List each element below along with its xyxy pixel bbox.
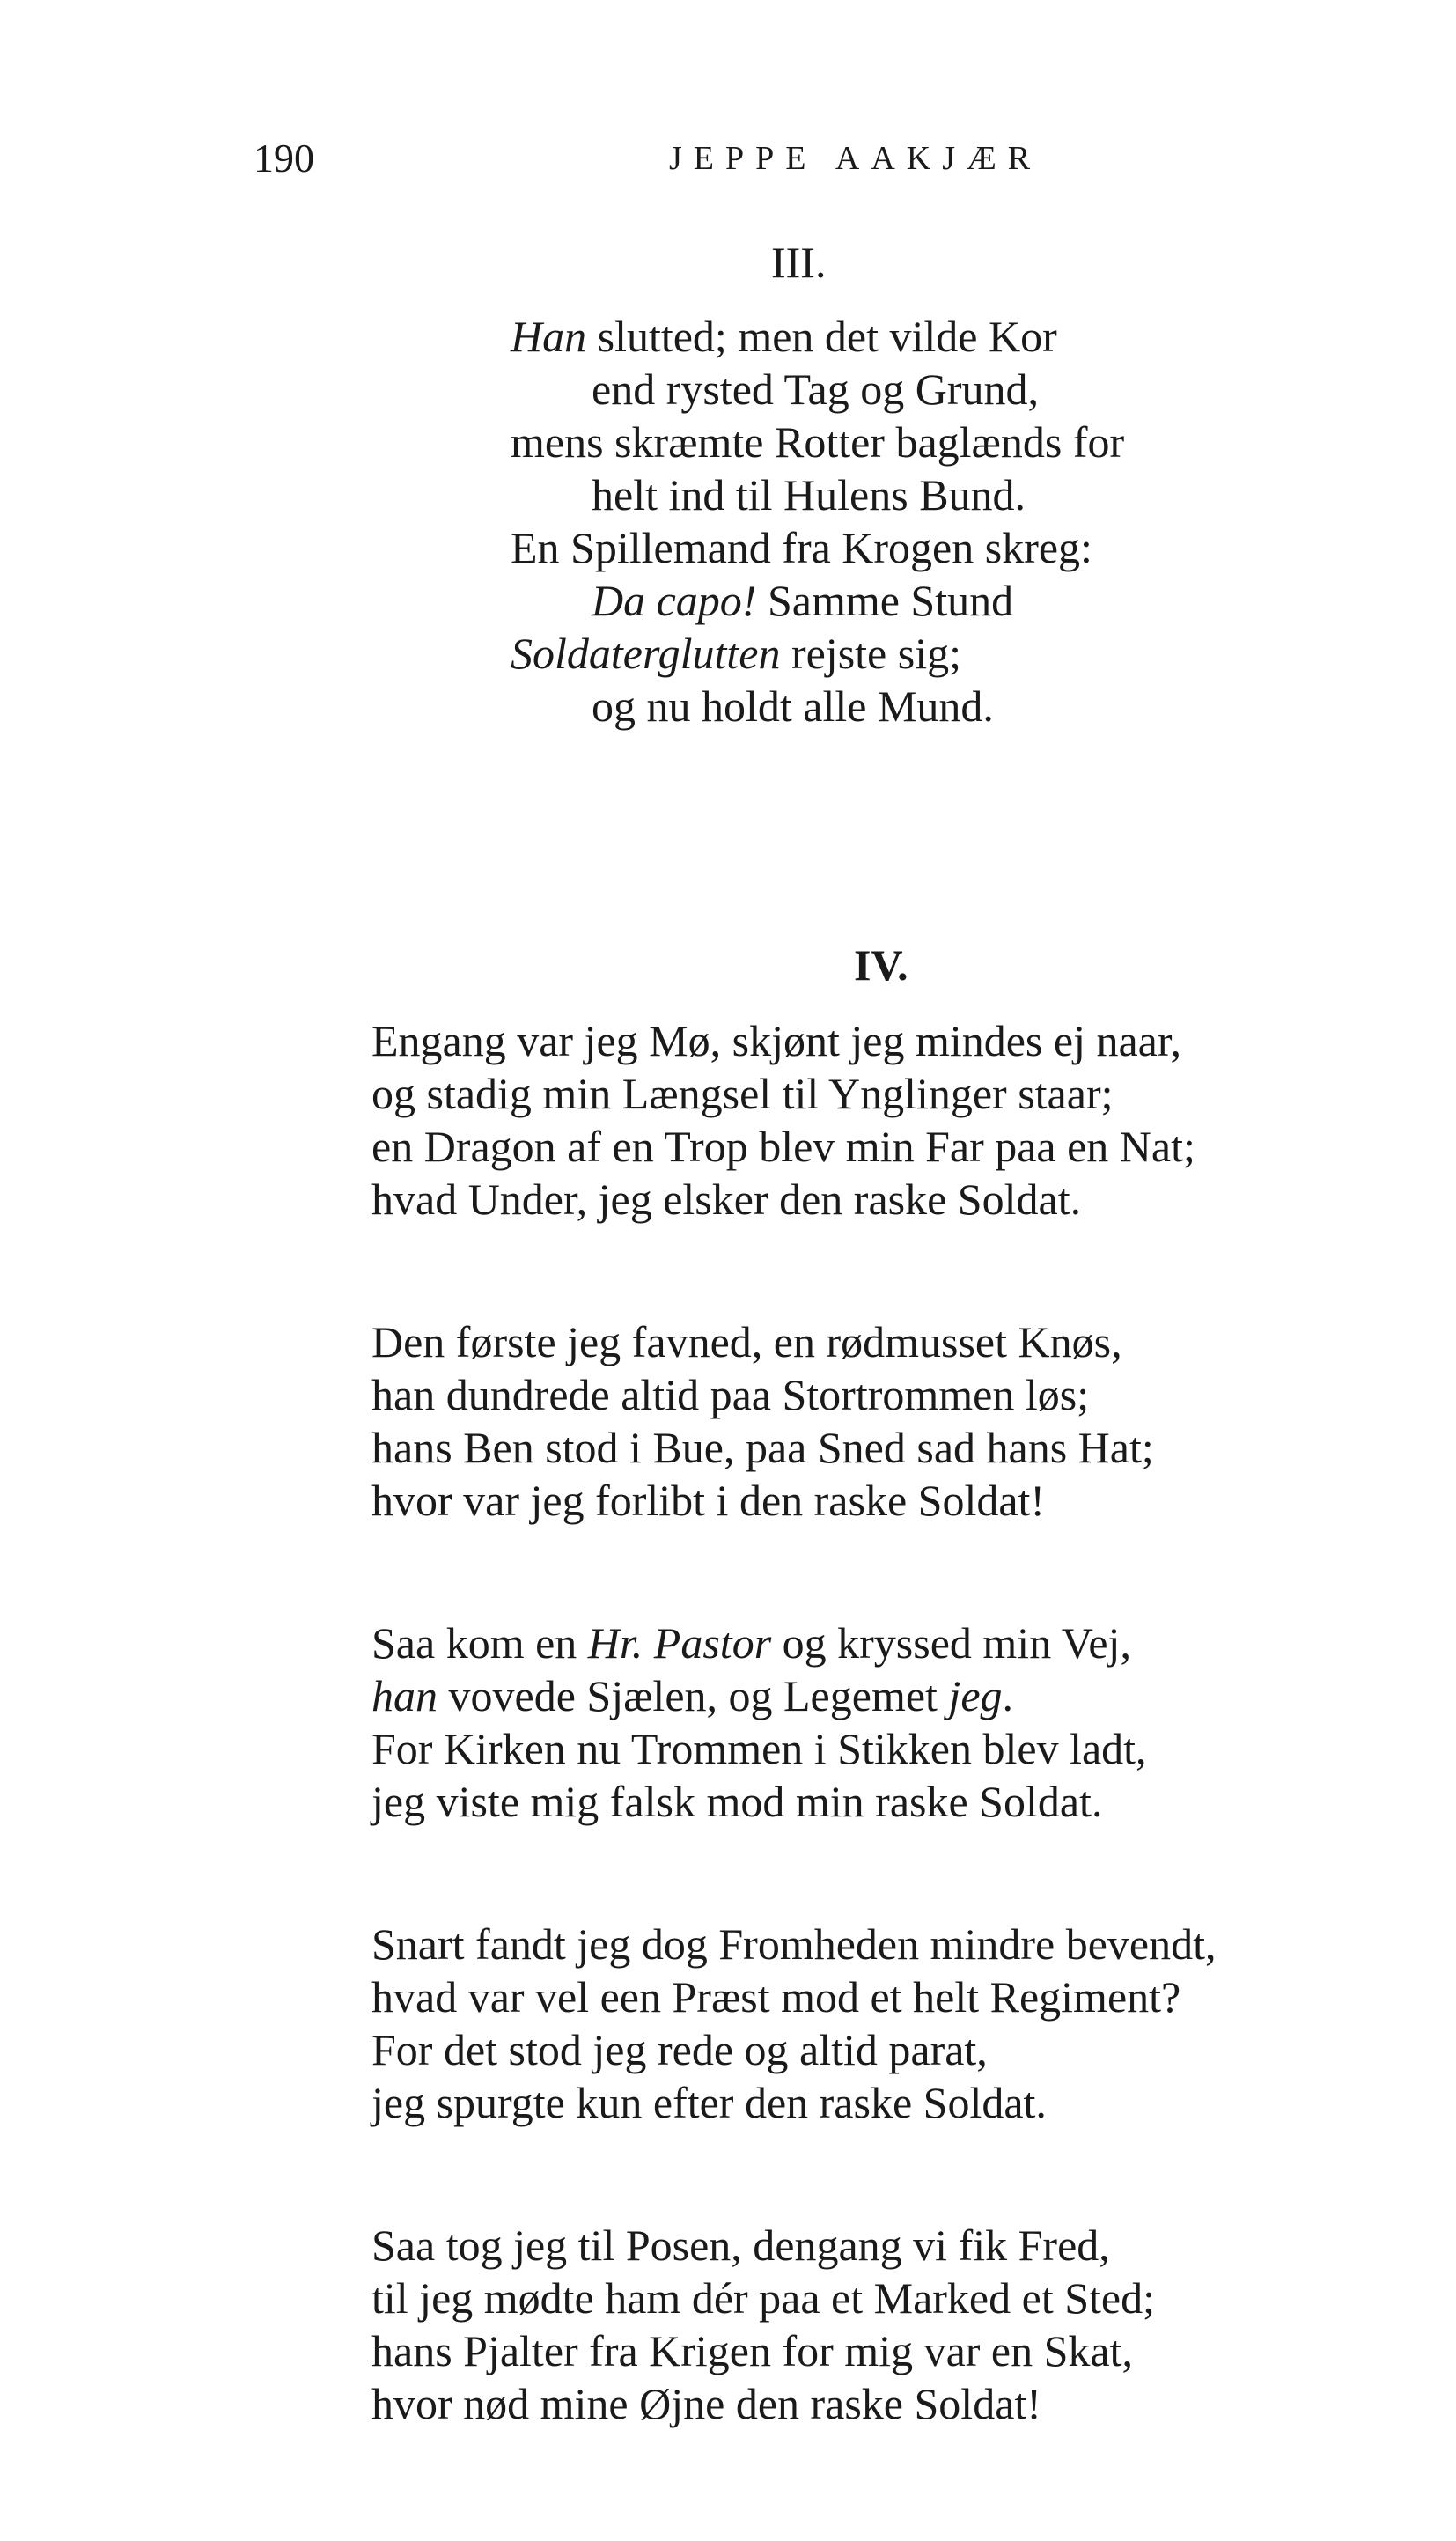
stanza-iv-2 xyxy=(371,1315,1154,1527)
verse-line: Saa tog jeg til Posen, dengang vi fik Fred, xyxy=(371,2221,1110,2270)
verse-line: en Dragon af en Trop blev min Far paa en Nat; xyxy=(371,1122,1195,1171)
stanza-iv-4 xyxy=(371,1918,1217,2129)
verse-line: han vovede Sjælen, og Legemet jeg. xyxy=(371,1671,1014,1720)
verse-line: Han slutted; men det vilde Kor xyxy=(511,312,1057,361)
verse-line: Den første jeg favned, en rødmusset Knøs, xyxy=(371,1317,1122,1366)
page-number: 190 xyxy=(254,136,314,180)
verse-line: hvad Under, jeg elsker den raske Soldat. xyxy=(371,1175,1082,1224)
verse-line: end rysted Tag og Grund, xyxy=(592,365,1039,414)
verse-line: For Kirken nu Trommen i Stikken blev ladt, xyxy=(371,1724,1147,1773)
running-head: JEPPE AAKJÆR xyxy=(669,140,1042,177)
verse-line: jeg viste mig falsk mod min raske Soldat. xyxy=(371,1777,1103,1826)
verse-line: jeg spurgte kun efter den raske Soldat. xyxy=(371,2078,1047,2127)
stanza-iv-3 xyxy=(371,1617,1147,1828)
verse-line: han dundrede altid paa Stortrommen løs; xyxy=(371,1370,1090,1419)
stanza-iii xyxy=(511,310,1124,733)
section-heading-iv: IV. xyxy=(854,940,908,990)
verse-line: og stadig min Længsel til Ynglinger staar; xyxy=(371,1069,1114,1118)
verse-line: til jeg mødte ham dér paa et Marked et Sted; xyxy=(371,2273,1155,2323)
verse-line: Da capo! Samme Stund xyxy=(592,576,1014,625)
verse-line: Engang var jeg Mø, skjønt jeg mindes ej naar, xyxy=(371,1016,1181,1065)
verse-line: Soldaterglutten rejste sig; xyxy=(511,629,961,678)
verse-line: hvor var jeg forlibt i den raske Soldat! xyxy=(371,1476,1046,1525)
section-heading-iii: III. xyxy=(771,238,827,287)
verse-line: For det stod jeg rede og altid parat, xyxy=(371,2025,988,2074)
verse-line: mens skræmte Rotter baglænds for xyxy=(511,417,1125,467)
verse-line: En Spillemand fra Krogen skreg: xyxy=(511,523,1092,572)
verse-line: helt ind til Hulens Bund. xyxy=(592,470,1026,519)
verse-line: Snart fandt jeg dog Fromheden mindre bevendt, xyxy=(371,1919,1217,1969)
verse-line: og nu holdt alle Mund. xyxy=(592,681,994,731)
verse-line: hans Pjalter fra Krigen for mig var en Skat, xyxy=(371,2326,1134,2375)
verse-line: hvor nød mine Øjne den raske Soldat! xyxy=(371,2379,1041,2428)
stanza-iv-5 xyxy=(371,2219,1155,2430)
stanza-iv-1 xyxy=(371,1014,1195,1226)
verse-line: hvad var vel een Præst mod et helt Regiment? xyxy=(371,1972,1181,2022)
verse-line: hans Ben stod i Bue, paa Sned sad hans Hat; xyxy=(371,1423,1154,1472)
verse-line: Saa kom en Hr. Pastor og kryssed min Vej, xyxy=(371,1618,1131,1668)
